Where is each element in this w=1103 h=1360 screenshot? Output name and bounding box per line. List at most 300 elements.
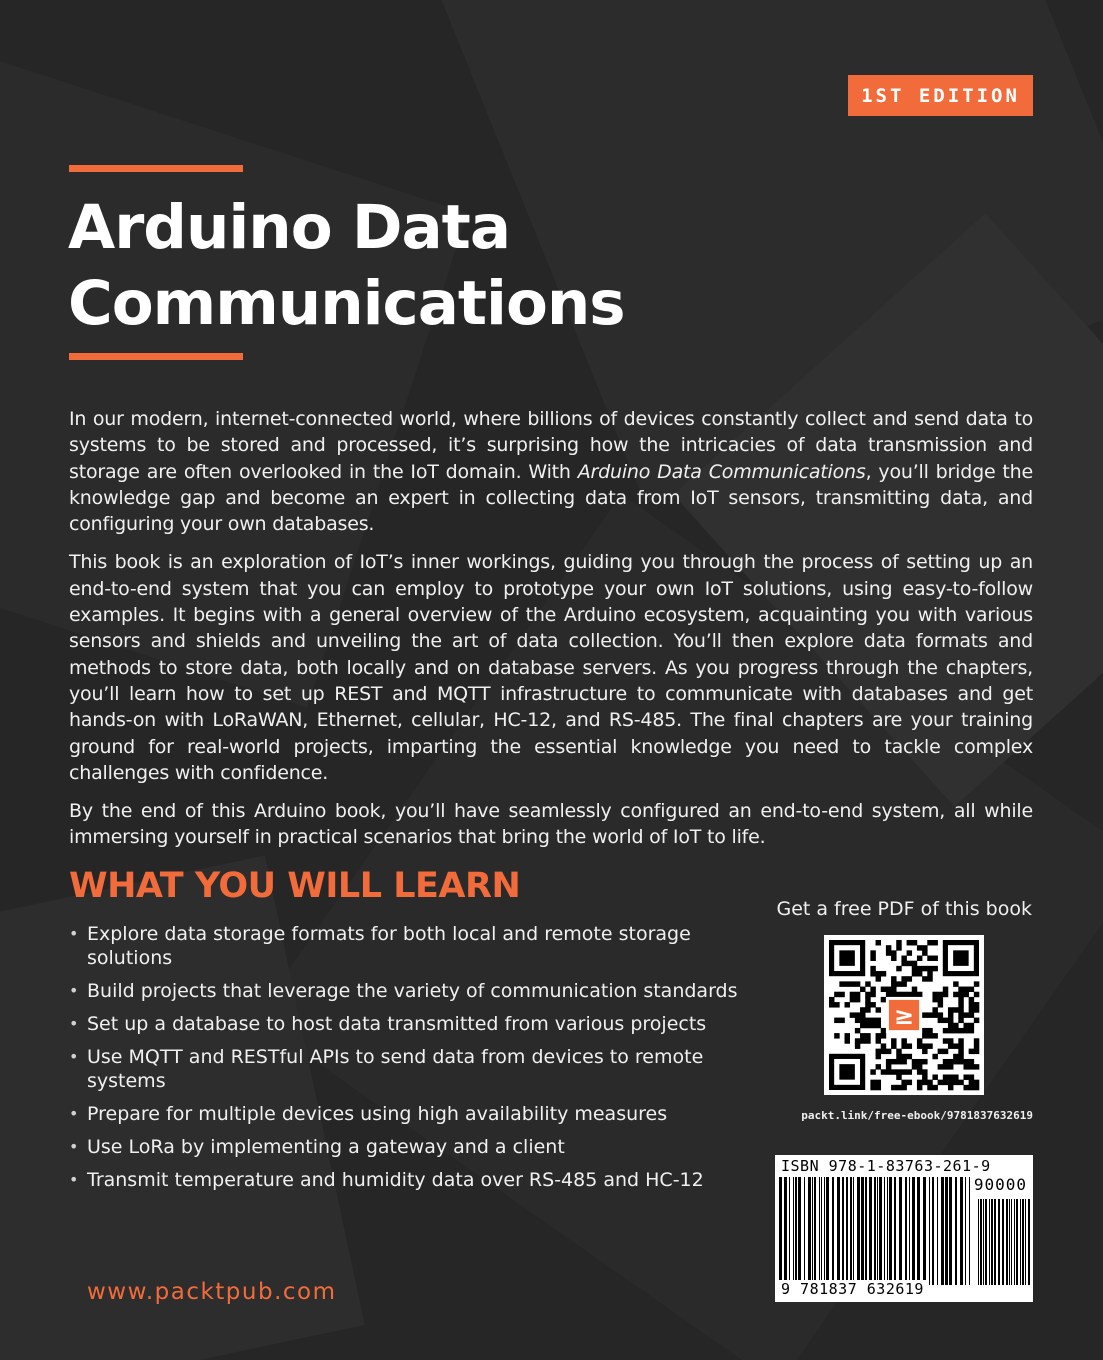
qr-module (891, 981, 896, 986)
qr-module (876, 1049, 881, 1054)
qr-module (927, 1043, 932, 1048)
qr-module (907, 992, 912, 997)
qr-module (891, 1085, 896, 1090)
qr-module (870, 1018, 875, 1023)
qr-module (850, 992, 855, 997)
barcode-bar (912, 1177, 915, 1285)
qr-module (839, 1018, 844, 1023)
qr-module (927, 1085, 932, 1090)
qr-module (886, 987, 891, 992)
bullet-icon: • (69, 1104, 79, 1123)
bullet-icon: • (69, 1047, 79, 1066)
qr-module (850, 1012, 855, 1017)
qr-module (963, 1085, 968, 1090)
qr-module (927, 966, 932, 971)
qr-module (876, 1007, 881, 1012)
qr-module (860, 1018, 865, 1023)
qr-module (901, 961, 906, 966)
qr-module (948, 1018, 953, 1023)
qr-module (953, 1028, 958, 1033)
barcode-bar (965, 1177, 966, 1285)
qr-module (922, 945, 927, 950)
qr-module (938, 1012, 943, 1017)
publisher-website: www.packtpub.com (87, 1279, 337, 1305)
learn-item (69, 1168, 749, 1192)
qr-module (829, 1002, 834, 1007)
qr-module (958, 987, 963, 992)
qr-module (969, 1012, 974, 1017)
qr-module (969, 1059, 974, 1064)
qr-module (917, 966, 922, 971)
learn-item-text: Build projects that leverage the variety of communication standards (87, 980, 738, 1002)
barcode-bar (969, 1177, 970, 1285)
learn-item-text: Transmit temperature and humidity data over RS-485 and HC-12 (87, 1169, 704, 1191)
qr-module (896, 1059, 901, 1064)
qr-module (865, 1002, 870, 1007)
isbn-label: ISBN 978-1-83763-261-9 (781, 1157, 991, 1175)
qr-module (839, 981, 844, 986)
qr-module (963, 1074, 968, 1079)
qr-module (974, 1002, 979, 1007)
qr-module (896, 966, 901, 971)
qr-module (958, 1049, 963, 1054)
barcode-bar (877, 1177, 878, 1285)
qr-module (963, 987, 968, 992)
qr-module (963, 1028, 968, 1033)
qr-module (917, 1043, 922, 1048)
qr-module (974, 992, 979, 997)
barcode-bar (894, 1177, 896, 1285)
qr-module (917, 945, 922, 950)
barcode-bar (889, 1177, 892, 1285)
barcode-bar (905, 1177, 907, 1285)
qr-module (938, 997, 943, 1002)
qr-module (938, 1080, 943, 1085)
qr-module (896, 1054, 901, 1059)
qr-module (886, 945, 891, 950)
qr-module (865, 992, 870, 997)
bullet-icon: • (69, 981, 79, 1000)
qr-module (891, 1038, 896, 1043)
qr-module (850, 981, 855, 986)
qr-module (922, 1080, 927, 1085)
qr-module (912, 966, 917, 971)
qr-module (865, 1007, 870, 1012)
learn-item-text: Set up a database to host data transmitted from various projects (87, 1013, 707, 1035)
qr-module (932, 956, 937, 961)
qr-module (943, 992, 948, 997)
qr-module (829, 997, 834, 1002)
qr-module (912, 961, 917, 966)
qr-module (876, 1054, 881, 1059)
learn-item (69, 1045, 749, 1093)
qr-module (943, 1059, 948, 1064)
qr-module (870, 971, 875, 976)
barcode-bar (808, 1177, 811, 1285)
qr-module (932, 1085, 937, 1090)
qr-module (886, 1049, 891, 1054)
qr-module (948, 1012, 953, 1017)
qr-module (896, 945, 901, 950)
qr-module (969, 1074, 974, 1079)
qr-module (932, 940, 937, 945)
qr-module (938, 992, 943, 997)
title-rule-bottom (69, 353, 243, 360)
qr-module (963, 1012, 968, 1017)
barcode-bar (1002, 1199, 1004, 1285)
qr-module (922, 1049, 927, 1054)
qr-module (958, 1059, 963, 1064)
barcode-bar (824, 1177, 825, 1285)
free-pdf-label: Get a free PDF of this book (776, 898, 1032, 920)
qr-module (912, 940, 917, 945)
qr-module (922, 950, 927, 955)
qr-module (891, 1043, 896, 1048)
qr-module (938, 1018, 943, 1023)
qr-module (948, 1085, 953, 1090)
qr-module (870, 950, 875, 955)
qr-module (901, 1054, 906, 1059)
qr-module (901, 1085, 906, 1090)
qr-module (958, 1012, 963, 1017)
qr-module (901, 1038, 906, 1043)
qr-module (932, 997, 937, 1002)
qr-module (943, 1049, 948, 1054)
barcode-bar (998, 1199, 1000, 1285)
learn-item (69, 922, 749, 970)
barcode-bar (804, 1177, 805, 1285)
qr-module (860, 1007, 865, 1012)
book-description (69, 406, 1033, 863)
qr-module (974, 1080, 979, 1085)
qr-module (855, 997, 860, 1002)
qr-code (824, 935, 984, 1095)
qr-finder-inner (839, 1064, 855, 1080)
qr-module (963, 1059, 968, 1064)
qr-module (845, 1038, 850, 1043)
qr-module (850, 997, 855, 1002)
qr-module (870, 1023, 875, 1028)
qr-module (958, 992, 963, 997)
qr-module (870, 1085, 875, 1090)
qr-module (922, 1043, 927, 1048)
qr-module (855, 1018, 860, 1023)
learn-item (69, 1012, 749, 1036)
qr-module (963, 1023, 968, 1028)
qr-module (953, 1059, 958, 1064)
book-title-line-1: Arduino Data (68, 192, 510, 263)
barcode-number: 9 781837 632619 (781, 1280, 924, 1298)
barcode-bar (853, 1177, 854, 1285)
qr-module (969, 1023, 974, 1028)
qr-module (969, 1080, 974, 1085)
barcode-bar (1025, 1199, 1026, 1285)
qr-module (948, 1059, 953, 1064)
qr-module (855, 1038, 860, 1043)
qr-module (891, 976, 896, 981)
qr-module (876, 1085, 881, 1090)
qr-module (953, 992, 958, 997)
qr-module (896, 1074, 901, 1079)
qr-module (922, 1069, 927, 1074)
qr-module (927, 1028, 932, 1033)
qr-module (886, 1069, 891, 1074)
qr-module (953, 981, 958, 986)
qr-module (958, 1002, 963, 1007)
qr-module (974, 1049, 979, 1054)
qr-module (865, 1033, 870, 1038)
barcode-bar (812, 1177, 813, 1285)
qr-module (943, 1080, 948, 1085)
qr-module (865, 1023, 870, 1028)
qr-module (907, 1080, 912, 1085)
barcode-bar (899, 1177, 902, 1285)
barcode-bar (1009, 1199, 1010, 1285)
bullet-icon: • (69, 1137, 79, 1156)
qr-module (896, 940, 901, 945)
qr-module (870, 1080, 875, 1085)
qr-module (901, 956, 906, 961)
learn-item (69, 1102, 749, 1126)
barcode-bar (850, 1177, 852, 1285)
qr-module (907, 1054, 912, 1059)
qr-module (912, 1064, 917, 1069)
qr-module (876, 976, 881, 981)
barcode-bar (909, 1177, 910, 1285)
qr-module (907, 976, 912, 981)
qr-module (870, 987, 875, 992)
qr-module (912, 1059, 917, 1064)
qr-module (870, 1002, 875, 1007)
qr-module (932, 1012, 937, 1017)
qr-module (927, 1080, 932, 1085)
qr-module (917, 956, 922, 961)
qr-module (948, 1074, 953, 1079)
bullet-icon: • (69, 924, 79, 943)
barcode-bar (941, 1177, 944, 1285)
barcode-bar (779, 1177, 782, 1285)
qr-module (974, 1018, 979, 1023)
barcode-bar (989, 1199, 990, 1285)
qr-module (881, 1069, 886, 1074)
qr-module (974, 981, 979, 986)
qr-module (870, 992, 875, 997)
qr-module (917, 1038, 922, 1043)
qr-module (958, 1028, 963, 1033)
qr-module (907, 961, 912, 966)
learn-item-text: Use LoRa by implementing a gateway and a client (87, 1136, 565, 1158)
qr-module (922, 1059, 927, 1064)
qr-module (922, 1074, 927, 1079)
qr-module (886, 950, 891, 955)
qr-module (943, 1018, 948, 1023)
qr-module (876, 940, 881, 945)
barcode-bar (929, 1177, 930, 1285)
qr-module (912, 971, 917, 976)
qr-module (963, 1064, 968, 1069)
qr-module (948, 1038, 953, 1043)
qr-module (927, 940, 932, 945)
qr-module (974, 1038, 979, 1043)
barcode-bar (923, 1177, 926, 1285)
qr-module (943, 1038, 948, 1043)
qr-module (963, 992, 968, 997)
qr-module (907, 1043, 912, 1048)
barcode-bar (937, 1177, 938, 1285)
qr-module (845, 981, 850, 986)
qr-module (876, 1080, 881, 1085)
qr-module (896, 1069, 901, 1074)
qr-module (912, 987, 917, 992)
qr-module (917, 1069, 922, 1074)
qr-url: packt.link/free-ebook/9781837632619 (801, 1109, 1033, 1122)
qr-module (948, 1043, 953, 1048)
barcode-bar (960, 1177, 963, 1285)
barcode-bar (945, 1177, 948, 1285)
qr-module (891, 1059, 896, 1064)
qr-module (953, 1074, 958, 1079)
qr-module (881, 971, 886, 976)
learn-item (69, 1135, 749, 1159)
qr-module (958, 997, 963, 1002)
qr-module (969, 1049, 974, 1054)
qr-module (953, 1043, 958, 1048)
barcode-bar (826, 1177, 829, 1285)
qr-module (932, 992, 937, 997)
qr-module (855, 1043, 860, 1048)
qr-module (932, 1074, 937, 1079)
qr-module (876, 1018, 881, 1023)
qr-module (953, 1023, 958, 1028)
barcode-bar (955, 1177, 957, 1285)
book-title (68, 190, 768, 342)
barcode-bar (985, 1199, 987, 1285)
qr-module (943, 1064, 948, 1069)
barcode-bar (1020, 1199, 1021, 1285)
barcode-bar (874, 1177, 876, 1285)
qr-module (969, 1085, 974, 1090)
qr-module (860, 1033, 865, 1038)
qr-module (958, 1043, 963, 1048)
qr-module (855, 981, 860, 986)
qr-module (845, 1033, 850, 1038)
title-rule-top (69, 165, 243, 172)
qr-module (881, 1028, 886, 1033)
barcode-bar (949, 1177, 952, 1285)
barcode-bar (842, 1177, 844, 1285)
qr-module (845, 1002, 850, 1007)
qr-module (922, 1033, 927, 1038)
qr-module (948, 1007, 953, 1012)
qr-module (865, 981, 870, 986)
learn-list (69, 922, 749, 1201)
qr-module (886, 992, 891, 997)
qr-module (922, 1028, 927, 1033)
qr-module (932, 966, 937, 971)
description-paragraph-2: This book is an exploration of IoT’s inner workings, guiding you through the process of setting up an end-to-end system that you can employ to prototype your own IoT solutions, using easy-to-follow examples. It begins with a general overview of the Arduino ecosystem, acquainting you with various sensors and shields and unveiling the art of data collection. You’ll then explore data formats and methods to store data, both locally and on database servers. As you progress through the chapters, you’ll learn how to set up REST and MQTT infrastructure to communicate with databases and get hands-on with LoRaWAN, Ethernet, cellular, HC-12, and RS-485. The final chapters are your training ground for real-world projects, imparting the essential knowledge you need to tackle complex challenges with confidence. (69, 551, 1033, 784)
barcode-bar (837, 1177, 840, 1285)
qr-module (948, 1080, 953, 1085)
qr-module (834, 1033, 839, 1038)
qr-module (865, 997, 870, 1002)
barcode-bar (793, 1177, 794, 1285)
barcode-bar (798, 1177, 801, 1285)
barcode-bar (861, 1177, 864, 1285)
qr-module (969, 1007, 974, 1012)
qr-module (876, 1064, 881, 1069)
price-code: 90000 (973, 1175, 1027, 1194)
qr-module (953, 1054, 958, 1059)
qr-module (958, 1018, 963, 1023)
qr-module (901, 1080, 906, 1085)
qr-module (948, 1023, 953, 1028)
barcode-bar (983, 1199, 984, 1285)
qr-module (917, 1059, 922, 1064)
qr-module (839, 992, 844, 997)
qr-module (901, 1059, 906, 1064)
barcode-bar (980, 1199, 982, 1285)
qr-module (927, 956, 932, 961)
qr-module (855, 992, 860, 997)
bullet-icon: • (69, 1014, 79, 1033)
qr-module (927, 976, 932, 981)
qr-module (958, 1038, 963, 1043)
barcode-bar (857, 1177, 860, 1285)
qr-module (901, 1043, 906, 1048)
qr-module (860, 1023, 865, 1028)
description-paragraph-3: By the end of this Arduino book, you’ll have seamlessly configured an end-to-end system, all while immersing yourself in practical scenarios that bring the world of IoT to life. (69, 800, 1033, 849)
qr-module (948, 1064, 953, 1069)
barcode-bar (1022, 1199, 1024, 1285)
qr-module (901, 992, 906, 997)
qr-module (860, 987, 865, 992)
qr-module (870, 956, 875, 961)
qr-module (876, 1023, 881, 1028)
qr-module (896, 981, 901, 986)
qr-module (943, 1074, 948, 1079)
qr-module (891, 1069, 896, 1074)
qr-module (876, 971, 881, 976)
qr-module (834, 992, 839, 997)
qr-module (907, 950, 912, 955)
barcode-bar (869, 1177, 872, 1285)
qr-module (901, 976, 906, 981)
qr-module (834, 1018, 839, 1023)
qr-module (865, 1018, 870, 1023)
qr-module (958, 1054, 963, 1059)
qr-finder-inner (953, 950, 969, 966)
barcode-bar (917, 1177, 920, 1285)
barcode-bar (832, 1177, 834, 1285)
barcode-bar (789, 1177, 790, 1285)
qr-module (860, 1012, 865, 1017)
barcode-bar (814, 1177, 816, 1285)
book-title-line-2: Communications (68, 268, 625, 339)
qr-module (974, 1007, 979, 1012)
qr-module (865, 1038, 870, 1043)
qr-module (943, 987, 948, 992)
learn-item-text: Prepare for multiple devices using high availability measures (87, 1103, 668, 1125)
qr-module (927, 1033, 932, 1038)
edition-badge: 1ST EDITION (848, 75, 1033, 116)
qr-module (917, 1064, 922, 1069)
qr-module (891, 987, 896, 992)
qr-module (969, 1002, 974, 1007)
qr-module (881, 987, 886, 992)
learn-item (69, 979, 749, 1003)
qr-module (886, 1064, 891, 1069)
description-paragraph-1 (69, 406, 1033, 537)
